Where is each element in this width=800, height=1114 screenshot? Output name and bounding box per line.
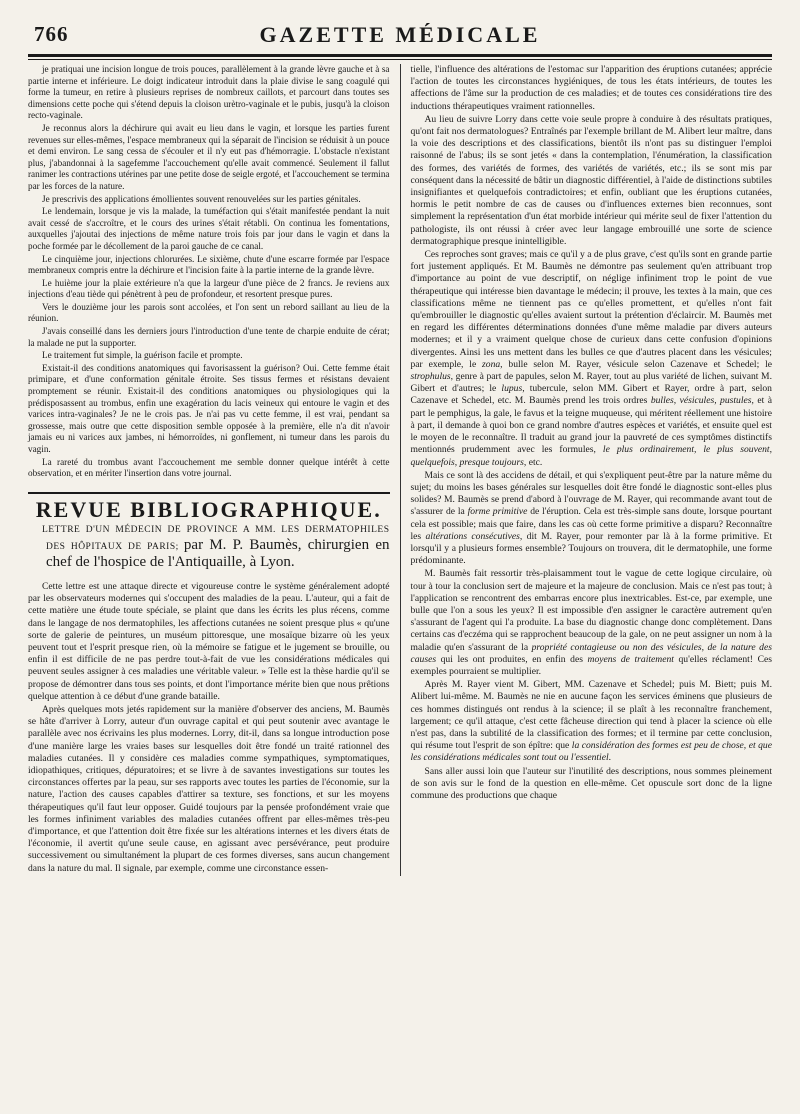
paragraph: Après quelques mots jetés rapidement sur la manière d'observer des anciens, M. Baumès se hâte d'arriver à Lorry, auteur d'un ouvrage capital et qui peut soutenir avec avantage le parallèle avec nos écrivains les plus modernes. Lorry, dit-il, dans sa longue introduction pose d'une manière large les vraies bases sur lesquelles doit être fondé un traité rationnel des maladies cutanées. Il y considère ces maladies comme sympathiques, symptomatiques, idiopathiques, critiques, dépuratoires; et se livre à de savantes investigations sur toutes les circonstances offertes par la peau, sur ses rapports avec toutes les parties de l'économie, sur la nature, l'action des causes capables d'attirer sa texture, ses fonctions, et sur les moyens thérapeutiques qu'il faut leur opposer. Guidé toujours par la pensée profondément vraie que les formes infiniment variables des maladies cutanées offrent par elles-mêmes très-peu d'importance, et que l'attention doit être fixée sur les altérations internes et les divers états de l'économie, il avertit qu'une seule cause, en agissant avec persévérance, peut produire successivement ou simultanément la plupart de ces formes diverses, sans aucun changement dans la nature du mal. Il signale, par exemple, comme une circonstance essen- bbox=[28, 704, 390, 874]
italic-term: forme primitive bbox=[467, 506, 528, 518]
paragraph: Le lendemain, lorsque je vis la malade, la tuméfaction qui s'était manifestée pendant la nuit avait cessé de s'accroître, et le cours des urines s'était rétabli. On continua les fomentations, auxquelles j'ajoutai des injections de même nature trois fois par jour dans le vagin et dans la poche formée par le décollement de la paroi gauche de ce canal. bbox=[28, 206, 390, 251]
right-column bbox=[410, 64, 772, 876]
two-column-body bbox=[28, 64, 772, 876]
section-separator bbox=[28, 492, 390, 494]
italic-term: bulles, vésicules, pustules bbox=[650, 395, 752, 407]
text-run: Mais ce sont là des accidens de détail, et qui s'expliquent peut-être par la nature même du sujet; du moins les bases générales sur lesquelles doit être fondé le diagnostic sont-elles plus solides? M. Baumès se prend d'abord à l'ouvrage de M. Rayer, qui recommande avant tout de s'assurer de la bbox=[410, 469, 772, 518]
text-run: , genre à part de papules, selon M. Rayer, tout au plus variété de lichen, suivant M. Gibert et d'autres; le bbox=[410, 371, 772, 395]
text-run: , bulle selon M. Rayer, vésicule selon Cazenave et Schedel; le bbox=[500, 358, 772, 370]
header-rule bbox=[28, 54, 772, 57]
paragraph: Je reconnus alors la déchirure qui avait eu lieu dans le vagin, et lorsque les parties furent revenues sur elles-mêmes, l'espace membraneux qui la séparait de l'incision se réduisit à un pouce et demi environ. Le sang cessa de s'écouler et il n'y eut pas d'hémorragie. L'obstacle n'existant plus, j'abandonnai à la sagefemme l'accouchement qu'elle avait commencé. Seulement il fallut ranimer les contractions utérines par une petite dose de seigle ergoté, et l'accouchement se termina par les forces de la nature. bbox=[28, 122, 390, 191]
header-rule-thin bbox=[28, 59, 772, 60]
paragraph: Le cinquième jour, injections chlorurées. Le sixième, chute d'une escarre formée par l'espace membraneux compris entre la déchirure et l'incision faite à la partie interne de la grande lèvre. bbox=[28, 253, 390, 276]
page-number: 766 bbox=[34, 22, 69, 46]
review-subtitle bbox=[42, 522, 390, 571]
text-run: , etc. bbox=[523, 456, 543, 468]
italic-term: zona bbox=[482, 358, 501, 370]
paragraph: Le huième jour la plaie extérieure n'a que la largeur d'une pièce de 2 francs. Je reviens aux injections d'eau tiède qui pénètrent à peu de profondeur, et resortent presque pures. bbox=[28, 277, 390, 300]
paragraph: Je prescrivis des applications émollientes souvent renouvelées sur les parties génitales. bbox=[42, 193, 361, 204]
review-subtitle-caps: LETTRE D'UN MÉDECIN DE PROVINCE A MM. LES DERMATOPHILES DES HÔPITAUX DE PARIS; bbox=[42, 524, 390, 552]
paragraph: Au lieu de suivre Lorry dans cette voie seule propre à conduire à des résultats pratiques, qu'ont fait nos dermatologues? Entraînés par l'exemple brillant de M. Alibert leur maître, dans la voie des descriptions et des classifications, bientôt ils n'ont pas su distinguer l'emploi raisonné de l'abus; ils se sont jetés « dans la contemplation, l'énumération, la classification des formes, des variétés de formes, des variétés de variétés, etc.; ils se sont mis par conséquent dans la nécessité de bâtir un diagnostic différentiel, à l'aide de distinctions subtiles insignifiantes et quelquefois contradictoires; et enfin, oubliant que les éruptions cutanées, hormis le petit nombre de cas de causes ou d'influences externes bien reconnues, sont simplement la représentation d'un état morbide intérieur qui mérite seul de fixer l'attention du pathologiste, ils ont réussi à créer avec leur langage embrouillé une sorte de science dermatographique presque inintelligible. bbox=[410, 113, 772, 247]
paragraph: J'avais conseillé dans les derniers jours l'introduction d'une tente de charpie enduite de cérat; la malade ne put la supporter. bbox=[28, 326, 390, 348]
italic-term: propriété contagieuse ou non des vésicules, de la nature des causes bbox=[410, 641, 772, 665]
left-column bbox=[28, 64, 390, 876]
paragraph bbox=[410, 679, 772, 764]
italic-term: moyens de traitement bbox=[587, 653, 674, 665]
review-author: par M. P. Baumès, chirurgien en chef de l'hospice de l'Antiquaille, à Lyon. bbox=[46, 536, 390, 570]
text-run: . bbox=[608, 752, 612, 764]
paragraph: Sans aller aussi loin que l'auteur sur l'inutilité des descriptions, nous sommes pleinement de son avis sur le fond de la question en elle-même. Cet opuscule sort donc de la ligne commune des productions que chaque bbox=[410, 765, 772, 801]
italic-term: la considération des formes est peu de chose, et que les considérations médicales sont tout ou l'essentiel bbox=[410, 740, 772, 764]
paragraph: La rareté du trombus avant l'accouchement me semble donner quelque intérêt à cette observation, et en mériter l'insertion dans votre journal. bbox=[28, 456, 390, 479]
text-run: qui les ont produites, en enfin des bbox=[436, 653, 588, 665]
paragraph: je pratiquai une incision longue de trois pouces, parallèlement à la grande lèvre gauche et à sa partie interne et inférieure. Le doigt indicateur introduit dans la plaie divise le sang coagulé qui forme la tumeur, en retire à plusieurs reprises de nombreux caillots, et parcourt dans toutes ses dimensions cette poche qui s'étend depuis la cloison urètro-vaginale et le pubis, jusqu'à la cloison recto-vaginale. bbox=[28, 64, 390, 121]
text-run: Après M. Rayer vient M. Gibert, MM. Cazenave et Schedel; puis M. Biett; puis M. Alibert lui-même. M. Baumès ne nie en aucune façon les services éminens que plusieurs de ces hommes distingués ont rendus à la science; il se plaît à les reconnaître franchement, largement; ce qu'il attaque, c'est cette fâcheuse direction qui tend à placer la science où elle n'est pas, dans la subtilité de la classification des formes; et il termine par cette conclusion, qui résume tout l'esprit de son épître: que bbox=[410, 679, 772, 752]
text-run: , dit M. Rayer, pour remonter par là à la forme primitive. Et lorsqu'il y a plusieurs formes ensemble? Toujours on trouvera, dit le dermatophile, une forme prédominante. bbox=[410, 530, 772, 567]
case-report-text bbox=[28, 64, 390, 480]
newspaper-page bbox=[28, 18, 772, 876]
paragraph: tielle, l'influence des altérations de l'estomac sur l'apparition des éruptions cutanées; apprécie l'action de toutes les circonstances hygiéniques, de tous les états intérieurs, de toutes les affections de l'âme sur la production de ces maladies; et de toutes ces considérations tire des inductions thérapeutiques vraiment rationnelles. bbox=[410, 64, 772, 112]
text-run: , tubercule, selon MM. Gibert et Rayer, ordre à part, selon Cazenave et Schedel, etc. M. Baumès prend les trois ordres bbox=[410, 383, 772, 407]
text-run: de l'éruption. Cela est très-simple sans doute, lorsque pourtant cela est possible; mais que faire, dans les cas où cette forme primitive a disparu? Reconnaître les bbox=[410, 506, 772, 542]
italic-term: strophulus bbox=[410, 371, 451, 383]
column-divider bbox=[400, 64, 401, 876]
paragraph: Existait-il des conditions anatomiques qui favorisassent la guérison? Oui. Cette femme était primipare, et d'une conformation génitale étroite. Ses tissus fermes et résistans devaient promptement se réunir. Existait-il des conditions anatomiques ou physiologiques qui la prédisposassent au trombus, enfin une exagération du lacis veineux qui entoure le vagin et des varices intra-vaginales? Je ne le crois pas. Je n'ai pas vu cette femme, il est vrai, pendant sa grossesse, mais outre que cette disposition semble opposée à la première, elle n'a dit n'avoir jamais eu ni varices aux jambes, ni hémorroïdes, ni gonflement, ni tumeur dans les parois du vagin. bbox=[28, 362, 390, 454]
italic-term: le plus ordinairement, le plus souvent, quelquefois, presque toujours bbox=[410, 444, 772, 468]
paragraph: Vers le douzième jour les parois sont accolées, et l'on sent un rebord saillant au lieu de la réunion. bbox=[28, 301, 390, 324]
text-run: , et à part le pemphigus, la gale, le favus et la teigne muqueuse, qui méritent réellement une histoire à part, il demande à quoi bon ce grand nombre d'autres espèces et variétés, et ensuite quel est le moyen de le reconnaître. Il traduit au grand jour la pauvreté de ces symptômes distinctifs mentionnés prudemment avec les formules, bbox=[410, 395, 772, 456]
page-header bbox=[28, 18, 772, 52]
paragraph: Cette lettre est une attaque directe et vigoureuse contre le système généralement adopté par les observateurs modernes qui s'occupent des maladies de la peau. L'auteur, qui a fait de cette matière une étude toute spéciale, se plaint que dans les écrits les plus récens, comme dans le langage de nos dermatophiles, les affections cutanées ne soient presque plus « qu'une sorte de galerie de peintures, un muséum pittoresque, une mosaïque bizarre où les yeux peuvent tout et l'esprit presque rien, où la mémoire se fatigue et le jugement se brouille, ou enfin il est difficile de ne pas perdre tout-à-fait de vue les considérations médicales qui peuvent seules assigner à ces maladies une véritable valeur. » Telle est la thèse hardie qu'il se propose de démontrer dans tous ses points, et dont l'importance mérite bien que nous prêtions quelque attention à ce début d'une grande bataille. bbox=[28, 580, 390, 702]
text-run: qu'elles réclament! Ces exemples pourraient se multiplier. bbox=[410, 653, 772, 677]
italic-term: altérations consécutives bbox=[425, 530, 520, 542]
paragraph: Le traitement fut simple, la guérison facile et prompte. bbox=[42, 350, 243, 361]
text-run: M. Baumès fait ressortir très-plaisamment tout le vague de cette logique circulaire, où tour à tour la conclusion sert de majeure et la majeure de conclusion. Mais ce n'est pas tout; à l'application se rencontrent des embarras encore plus inextricables. Est-ce, par exemple, une bulle que l'on a sous les yeux? Il est impossible d'en assigner le caractère autrement qu'en s'assurant de l'agent qui l'a produite. La base du diagnostic change donc complètement. Dans certains cas d'eczéma qui se rapprochent beaucoup de la gale, on ne peut assigner un nom à la maladie qu'en s'assurant de la bbox=[410, 568, 772, 653]
journal-title: GAZETTE MÉDICALE bbox=[259, 22, 541, 47]
text-run: Ces reproches sont graves; mais ce qu'il y a de plus grave, c'est qu'ils sont en grande partie fort justement appliqués. Et M. Baumès ne démontre pas seulement qu'en attribuant trop d'importance au point de vue descriptif, on néglige infiniment trop le point de vue thérapeutique qui intéresse bien davantage le médecin; il prouve, les textes à la main, que ces classifications même ne tiennent pas ce qu'elles promettent, et qu'elles n'ont fait qu'embrouiller le diagnostic qu'elles avaient surtout la prétention d'éclaircir. M. Baumès met en regard les différentes déterminations données d'une même maladie par divers auteurs modernes; et il y a vraiment quelque chose de curieux dans cette confusion d'opinions divergentes. Ainsi les uns mettent dans les bulles ce que d'autres placent dans les vésicules; par exemple, le bbox=[410, 249, 772, 370]
paragraph bbox=[410, 249, 772, 469]
italic-term: lupus bbox=[501, 383, 523, 395]
section-title: REVUE BIBLIOGRAPHIQUE. bbox=[35, 496, 382, 522]
paragraph bbox=[410, 470, 772, 568]
paragraph bbox=[410, 568, 772, 678]
